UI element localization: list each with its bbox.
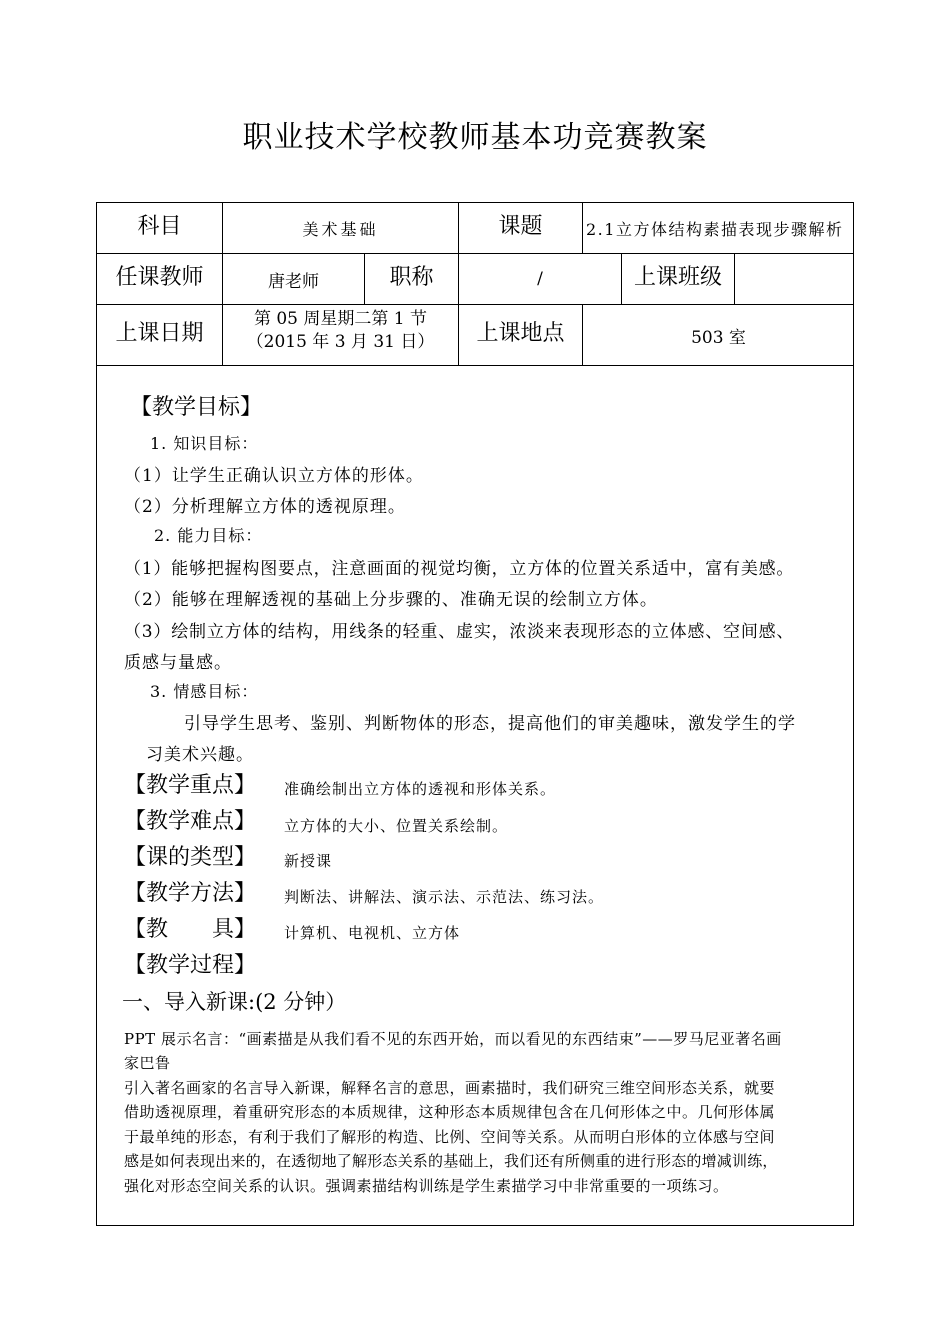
- emotion-title: 3. 情感目标：: [150, 682, 259, 701]
- process-paragraph-line: 家巴鲁: [124, 1054, 171, 1072]
- subject-label: 科目: [137, 213, 182, 239]
- teacher-value: 唐老师: [268, 271, 319, 292]
- place-label: 上课地点: [476, 320, 565, 346]
- knowledge-item-1: （1）让学生正确认识立方体的形体。: [124, 466, 424, 486]
- ability-item-1: （1）能够把握构图要点，注意画面的视觉均衡，立方体的位置关系适中，富有美感。: [124, 559, 795, 579]
- emotion-item-1a: 引导学生思考、鉴别、判断物体的形态，提高他们的审美趣味，激发学生的学: [184, 714, 796, 734]
- ability-item-3a: （3）绘制立方体的结构，用线条的轻重、虚实，浓淡来表现形态的立体感、空间感、: [124, 622, 795, 642]
- date-label: 上课日期: [115, 320, 204, 346]
- rank-value: /: [537, 269, 543, 289]
- process-paragraph-line: PPT 展示名言：“画素描是从我们看不见的东西开始，而以看见的东西结束”——罗马尼亚著名画: [124, 1030, 782, 1048]
- tools-value: 计算机、电视机、立方体: [284, 924, 461, 942]
- ability-item-3b: 质感与量感。: [124, 653, 232, 673]
- process-paragraph-line: 引入著名画家的名言导入新课，解释名言的意思，画素描时，我们研究三维空间形态关系，就要: [124, 1079, 776, 1097]
- key-points-label: 【教学重点】: [124, 773, 257, 798]
- ability-item-2: （2）能够在理解透视的基础上分步骤的、准确无误的绘制立方体。: [124, 590, 658, 610]
- method-label: 【教学方法】: [124, 881, 257, 906]
- table-divider: [96, 365, 854, 366]
- process-paragraph-line: 借助透视原理，着重研究形态的本质规律，这种形态本质规律包含在几何形体之中。几何形体属: [124, 1103, 776, 1121]
- place-value: 503 室: [691, 327, 746, 348]
- date-line-2: （2015 年 3 月 31 日）: [246, 332, 435, 352]
- key-points-value: 准确绘制出立方体的透视和形体关系。: [284, 780, 557, 798]
- process-paragraph-line: 感是如何表现出来的，在透彻地了解形态关系的基础上，我们还有所侧重的进行形态的增减训练，: [124, 1152, 778, 1170]
- method-value: 判断法、讲解法、演示法、示范法、练习法。: [284, 888, 605, 906]
- ability-title: 2. 能力目标：: [154, 526, 263, 545]
- process-heading: 【教学过程】: [124, 953, 257, 978]
- teacher-label: 任课教师: [115, 264, 204, 290]
- class-value: [735, 254, 854, 304]
- process-paragraph-line: 于最单纯的形态，有利于我们了解形的构造、比例、空间等关系。从而明白形体的立体感与空间: [124, 1128, 776, 1146]
- lesson-type-value: 新授课: [284, 852, 333, 870]
- lesson-type-label: 【课的类型】: [124, 845, 257, 870]
- emotion-item-1b: 习美术兴趣。: [146, 745, 254, 765]
- date-line-1: 第 05 周星期二第 1 节: [253, 309, 428, 329]
- topic-label: 课题: [498, 213, 543, 239]
- knowledge-item-2: （2）分析理解立方体的透视原理。: [124, 497, 406, 517]
- objectives-heading: 【教学目标】: [130, 395, 263, 420]
- difficulty-value: 立方体的大小、位置关系绘制。: [284, 817, 509, 835]
- class-label: 上课班级: [633, 264, 722, 290]
- topic-value: 2.1立方体结构素描表现步骤解析: [586, 219, 844, 239]
- subject-value: 美术基础: [302, 219, 379, 239]
- process-paragraph-line: 强化对形态空间关系的认识。强调素描结构训练是学生素描学习中非常重要的一项练习。: [124, 1177, 729, 1195]
- process-step-1: 一、导入新课:(2 分钟）: [122, 990, 347, 1014]
- date-value: [223, 308, 458, 354]
- difficulty-label: 【教学难点】: [124, 809, 257, 834]
- rank-label: 职称: [389, 264, 434, 290]
- knowledge-title: 1. 知识目标：: [150, 434, 259, 453]
- tools-label: 【教 具】: [124, 917, 257, 942]
- table-divider: [582, 202, 583, 253]
- page-title: 职业技术学校教师基本功竞赛教案: [242, 120, 708, 155]
